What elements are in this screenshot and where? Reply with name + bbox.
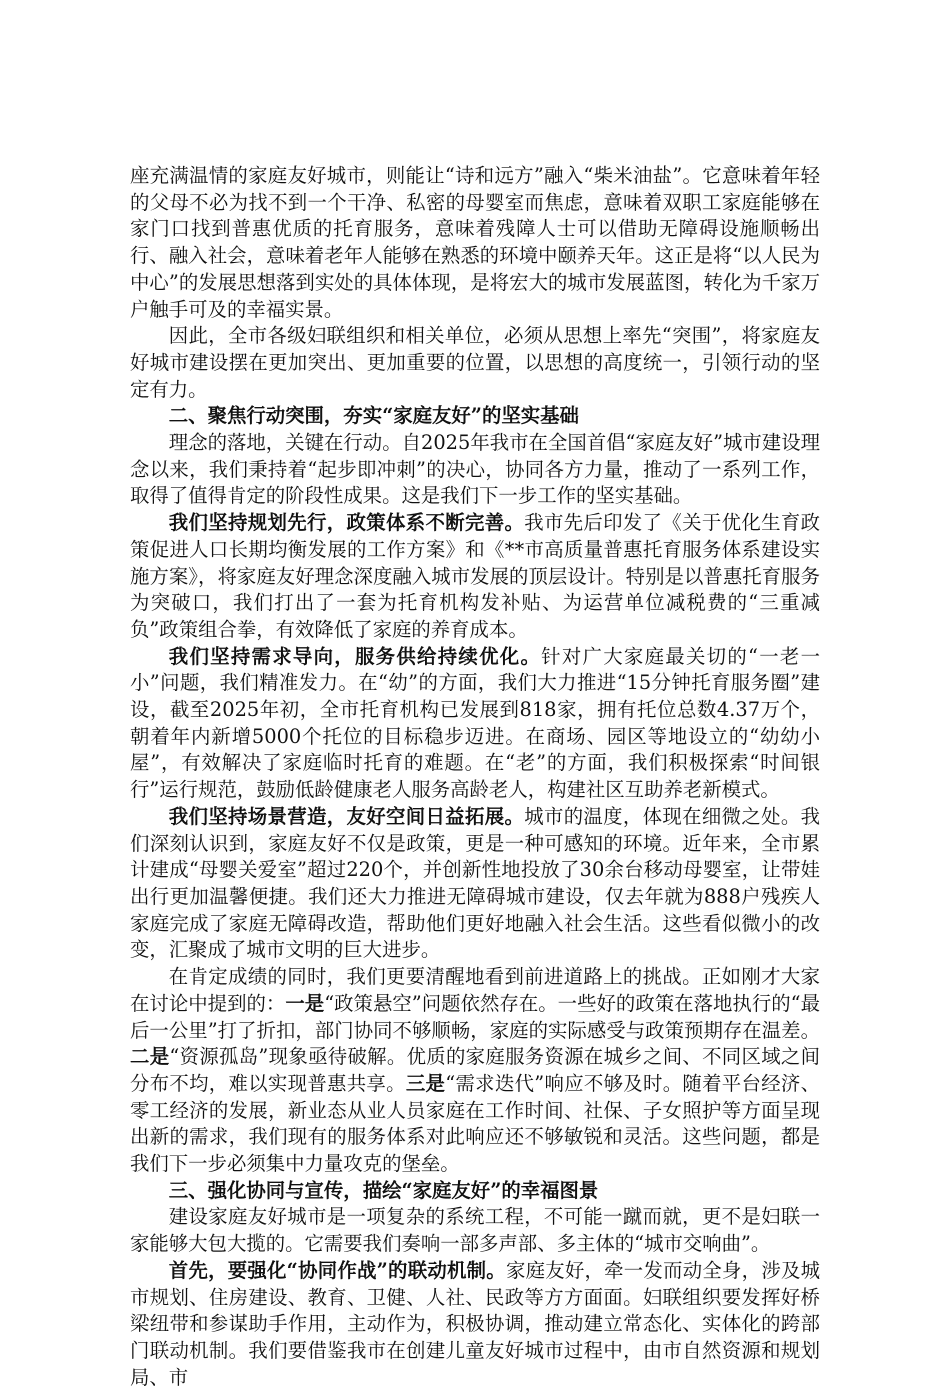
text-run: 理念的落地，关键在行动。自2025年我市在全国首倡“家庭友好”城市建设理念以来，我们秉持着“起步即冲刺”的决心，协同各方力量，推动了一系列工作，取得了值得肯定的阶段性成果。这是我们下一步工作的坚实基础。 [130, 431, 820, 508]
text-run: 针对广大家庭最关切的“一老一小”问题，我们精准发力。在“幼”的方面，我们大力推进“15分钟托育服务圈”建设，截至2025年初，全市托育机构已发展到818家，拥有托位总数4.37万个，朝着年内新增5000个托位的目标稳步迈进。在商场、园区等地设立的“幼幼小屋”，有效解决了家庭临时托育的难题。在“老”的方面，我们积极探索“时间银行”运行规范，鼓励低龄健康老人服务高龄老人，构建社区互助养老新模式。 [130, 644, 820, 802]
text-run: 在肯定成绩的同时，我们更要清醒地看到前进道路上的挑战。正如刚才大家在讨论中提到的： [130, 965, 820, 1015]
body-paragraph [130, 510, 820, 644]
text-run: 建设家庭友好城市是一项复杂的系统工程，不可能一蹴而就，更不是妇联一家能够大包大揽的。它需要我们奏响一部多声部、多主体的“城市交响曲”。 [130, 1205, 820, 1256]
body-paragraph [130, 644, 820, 804]
document-page [130, 163, 820, 1391]
text-run: 城市的温度，体现在细微之处。我们深刻认识到，家庭友好不仅是政策，更是一种可感知的环境。近年来，全市累计建成“母婴关爱室”超过220个，并创新性地投放了30余台移动母婴室，让带娃出行更加温馨便捷。我们还大力推进无障碍城市建设，仅去年就为888户残疾人家庭完成了家庭无障碍改造，帮助他们更好地融入社会生活。这些看似微小的改变，汇聚成了城市文明的巨大进步。 [130, 804, 821, 962]
section-heading [130, 403, 820, 430]
body-paragraph [130, 323, 820, 403]
text-run: “资源孤岛”现象亟待破解。优质的家庭服务资源在城乡之间、不同区域之间分布不均，难以实现普惠共享。 [130, 1045, 820, 1095]
text-run: 座充满温情的家庭友好城市，则能让“诗和远方”融入“柴米油盐”。它意味着年轻的父母不必为找不到一个干净、私密的母婴室而焦虑，意味着双职工家庭能够在家门口找到普惠优质的托育服务，意味着残障人士可以借助无障碍设施顺畅出行、融入社会，意味着老年人能够在熟悉的环境中颐养天年。这正是将“以人民为中心”的发展思想落到实处的具体体现，是将宏大的城市发展蓝图，转化为千家万户触手可及的幸福实景。 [130, 164, 820, 321]
bold-run: 我们坚持规划先行，政策体系不断完善。 [168, 511, 525, 535]
text-run: 因此，全市各级妇联组织和相关单位，必须从思想上率先“突围”，将家庭友好城市建设摆在更加突出、更加重要的位置，以思想的高度统一，引领行动的坚定有力。 [130, 324, 820, 401]
text-run: “需求迭代”响应不够及时。随着平台经济、零工经济的发展，新业态从业人员家庭在工作时间、社保、子女照护等方面呈现出新的需求，我们现有的服务体系对此响应还不够敏锐和灵活。这些问题，都是我们下一步必须集中力量攻克的堡垒。 [130, 1071, 821, 1176]
bold-run: 我们坚持场景营造，友好空间日益拓展。 [168, 804, 525, 828]
text-run: 家庭友好，牵一发而动全身，涉及城市规划、住房建设、教育、卫健、人社、民政等方方面面。妇联组织要发挥好桥梁纽带和参谋助手作用，主动作为，积极协调，推动建立常态化、实体化的跨部门联动机制。我们要借鉴我市在创建儿童友好城市过程中，由市自然资源和规划局、市 [130, 1258, 821, 1389]
bold-run: 二是 [130, 1045, 170, 1069]
body-paragraph [130, 804, 820, 964]
bold-run: 一是 [285, 991, 325, 1015]
text-run: “政策悬空”问题依然存在。一些好的政策在落地执行的“最后一公里”打了折扣，部门协同不够顺畅，家庭的实际感受与政策预期存在温差。 [130, 991, 821, 1042]
body-paragraph [130, 1204, 820, 1257]
bold-run: 首先，要强化“协同作战”的联动机制。 [168, 1258, 506, 1282]
body-paragraph [130, 430, 820, 510]
bold-run: 三是 [405, 1071, 446, 1095]
bold-run: 二、聚焦行动突围，夯实“家庭友好”的坚实基础 [168, 404, 579, 428]
body-paragraph [130, 1258, 820, 1391]
text-run: 我市先后印发了《关于优化生育政策促进人口长期均衡发展的工作方案》和《**市高质量普惠托育服务体系建设实施方案》，将家庭友好理念深度融入城市发展的顶层设计。特别是以普惠托育服务为突破口，我们打出了一套为托育机构发补贴、为运营单位减税费的“三重减负”政策组合拳，有效降低了家庭的养育成本。 [130, 511, 821, 641]
bold-run: 三、强化协同与宣传，描绘“家庭友好”的幸福图景 [168, 1178, 599, 1202]
body-paragraph [130, 964, 820, 1178]
body-paragraph [130, 163, 820, 323]
bold-run: 我们坚持需求导向，服务供给持续优化。 [168, 644, 542, 668]
section-heading [130, 1178, 820, 1205]
